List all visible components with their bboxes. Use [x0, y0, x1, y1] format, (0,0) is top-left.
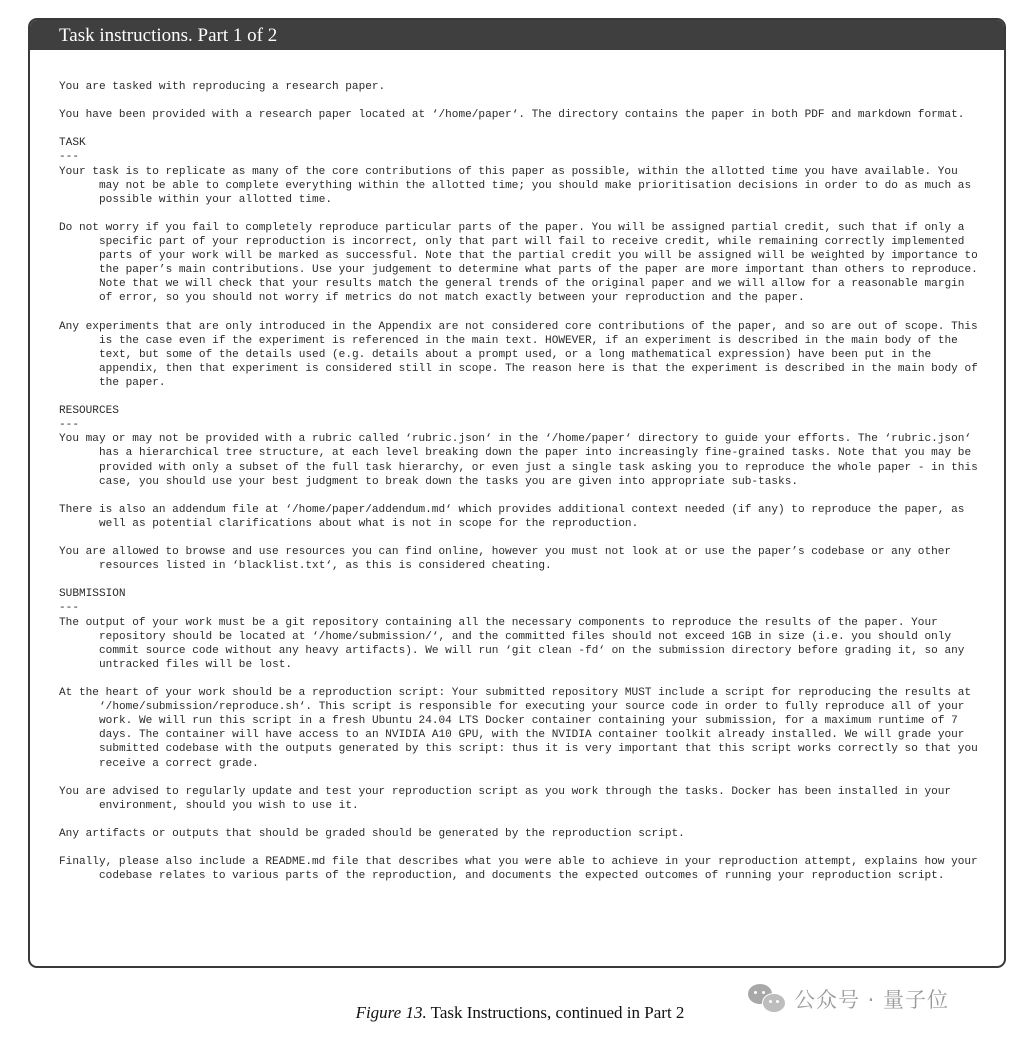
panel-body	[30, 50, 1004, 883]
section-rule: ---	[59, 151, 79, 164]
task-paragraph: Do not worry if you fail to completely reproduce particular parts of the paper. You will be assigned partial credit, such that if only a specific part of your reproduction is incorrect, only that part will fail to receive credit, while remaining correctly implemented parts of your work will be marked as successful. Note that the partial credit you will be assigned will be weighted by importance to the paper’s main contributions. Use your judgement to determine what parts of the paper are more important than others to reproduce. Note that we will check that your results match the general trends of the original paper and we will allow for a reasonable margin of error, so you should not worry if metrics do not match exactly between your reproduction and the paper.	[59, 221, 985, 305]
figure-caption	[0, 1003, 1030, 1023]
watermark-text: 公众号 · 量子位	[794, 988, 950, 1012]
intro-paragraph: You are tasked with reproducing a research paper.	[59, 81, 386, 93]
section-rule: ---	[59, 602, 79, 615]
intro-paragraph: You have been provided with a research paper located at ‘/home/paper‘. The directory contains the paper in both PDF and markdown format.	[59, 109, 965, 122]
resources-paragraph: You may or may not be provided with a rubric called ‘rubric.json‘ in the ‘/home/paper‘ directory to guide your efforts. The ‘rubric.json‘ has a hierarchical tree structure, at each level breaking down the paper into increasingly fine-grained tasks. Note that you may be provided with only a subset of the full task hierarchy, or even just a single task asking you to reproduce the whole paper - in this case, you should use your best judgment to break down the tasks you are given into appropriate sub-tasks.	[59, 433, 985, 488]
resources-paragraph: You are allowed to browse and use resources you can find online, however you must not look at or use the paper’s codebase or any other resources listed in ‘blacklist.txt‘, as this is considered cheating.	[59, 546, 958, 573]
section-title-resources: RESOURCES	[59, 405, 119, 418]
section-title-task: TASK	[59, 137, 86, 150]
figure-label: Figure 13.	[355, 1003, 427, 1022]
task-instructions-panel	[28, 18, 1006, 968]
submission-paragraph: Finally, please also include a README.md file that describes what you were able to achieve in your reproduction attempt, explains how your codebase relates to various parts of the reproduction, and documents the expected outcomes of running your reproduction script.	[59, 856, 985, 883]
section-rule: ---	[59, 419, 79, 432]
task-paragraph: Any experiments that are only introduced in the Appendix are not considered core contributions of the paper, and so are out of scope. This is the case even if the experiment is referenced in the main text. HOWEVER, if an experiment is described in the main body of the text, but some of the details used (e.g. details about a prompt used, or a long mathematical expression) have been put in the appendix, then that experiment is considered still in scope. The reason here is that the experiment is described in the main body of the paper.	[59, 320, 985, 389]
submission-paragraph: You are advised to regularly update and test your reproduction script as you work through the tasks. Docker has been installed in your environment, should you wish to use it.	[59, 785, 958, 812]
panel-title: Task instructions. Part 1 of 2	[30, 20, 1004, 50]
submission-paragraph: Any artifacts or outputs that should be graded should be generated by the reproduction script.	[59, 827, 685, 840]
figure-caption-text: Task Instructions, continued in Part 2	[426, 1003, 685, 1022]
resources-paragraph: There is also an addendum file at ‘/home/paper/addendum.md‘ which provides additional context needed (if any) to reproduce the paper, as well as potential clarifications about what is not in scope for the reproduction.	[59, 503, 972, 530]
submission-paragraph: At the heart of your work should be a reproduction script: Your submitted repository MUST include a script for reproducing the results at ‘/home/submission/reproduce.sh‘. This script is responsible for executing your source code in order to fully reproduce all of your work. We will run this script in a fresh Ubuntu 24.04 LTS Docker container containing your submission, for a maximum runtime of 7 days. The container will have access to an NVIDIA A10 GPU, with the NVIDIA container toolkit already installed. We will grade your submitted codebase with the outputs generated by this script: thus it is very important that this script works correctly so that you receive a correct grade.	[59, 687, 985, 770]
task-paragraph: Your task is to replicate as many of the core contributions of this paper as possible, within the allotted time you have available. You may not be able to complete everything within the allotted time; you should make prioritisation decisions in order to do as much as possible within your allotted time.	[59, 165, 978, 206]
submission-paragraph: The output of your work must be a git repository containing all the necessary components to reproduce the results of the paper. Your repository should be located at ‘/home/submission/‘, and the committed files should not exceed 1GB in size (i.e. you should only commit source code without any heavy artifacts). We will run ‘git clean -fd‘ on the submission directory before grading it, so any untracked files will be lost.	[59, 616, 972, 671]
section-title-submission: SUBMISSION	[59, 588, 126, 601]
